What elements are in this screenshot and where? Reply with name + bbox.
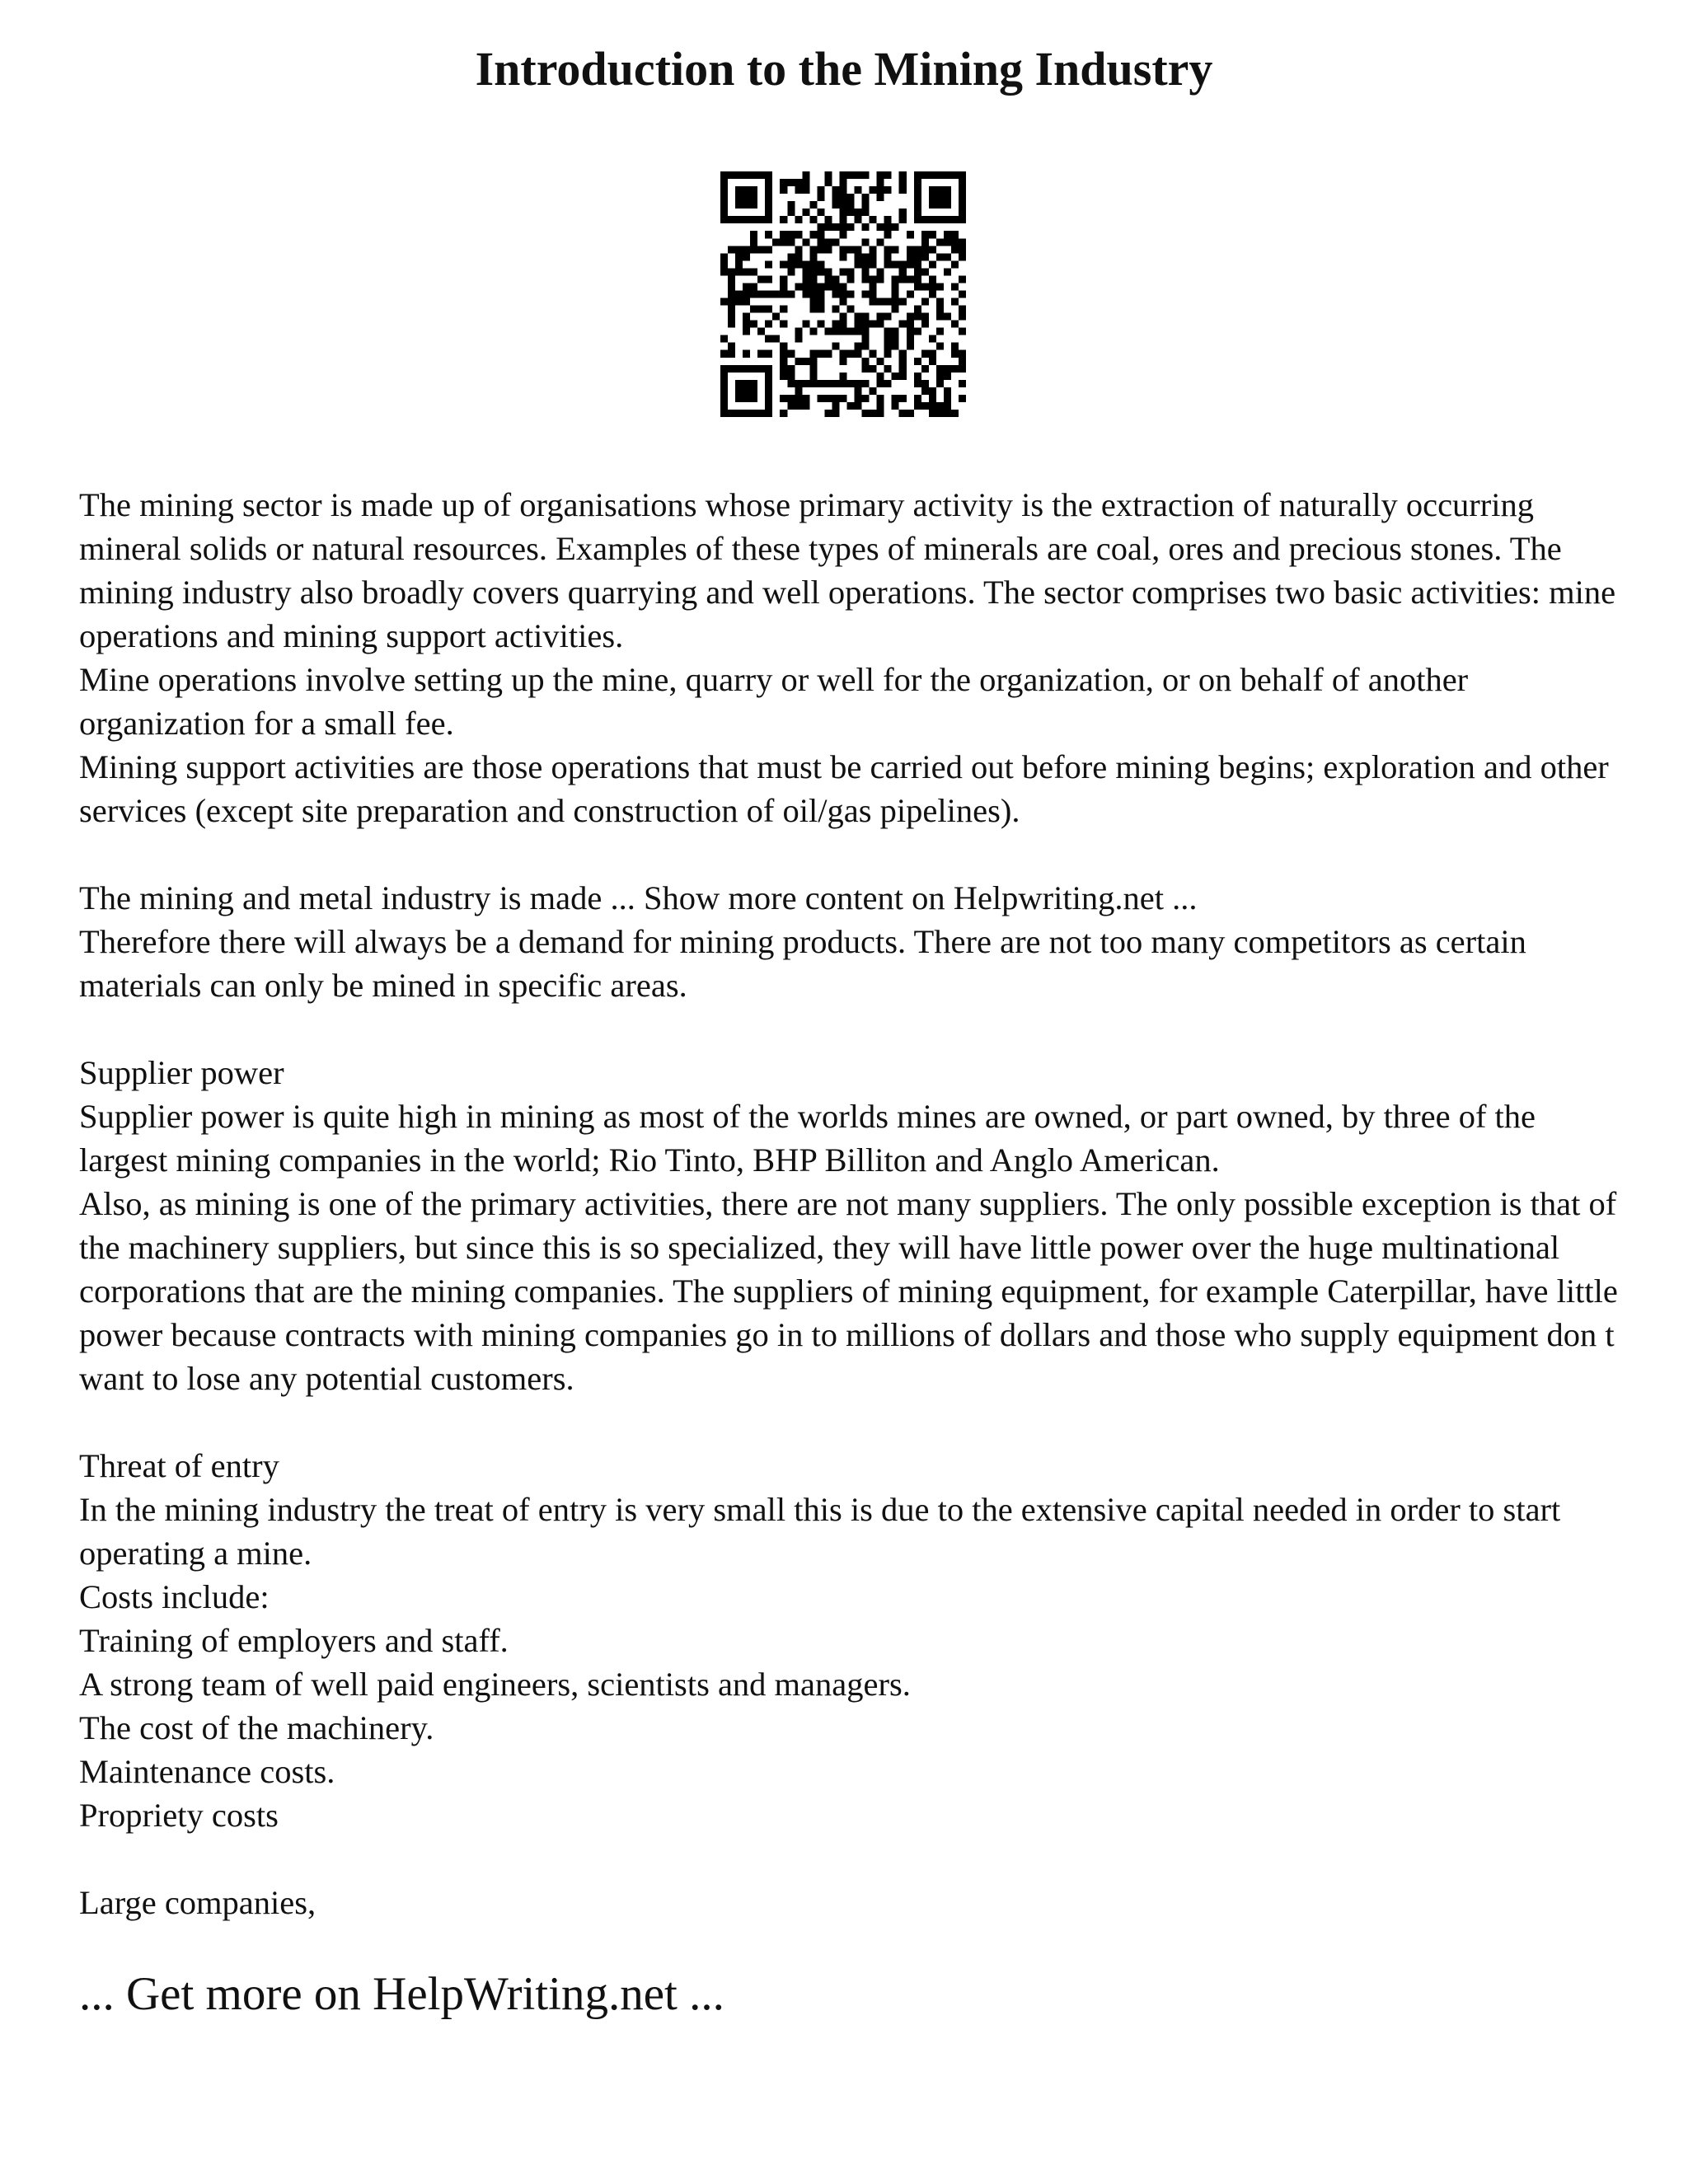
body-paragraph: Mining support activities are those operations that must be carried out before mining begins; exploration and other services (except site preparation and construction of oil/gas pipelines). [79, 748, 1609, 829]
body-paragraph: Therefore there will always be a demand for mining products. There are not too many competitors as certain materials can only be mined in specific areas. [79, 923, 1526, 1004]
body-paragraph: Costs include: [79, 1578, 270, 1615]
paragraph-spacer [79, 1837, 1629, 1881]
paragraph-spacer [79, 832, 1629, 876]
paragraph-spacer [79, 1400, 1629, 1444]
body-paragraph: Supplier power [79, 1054, 284, 1091]
qr-code-icon [720, 171, 966, 417]
paragraph-spacer [79, 1007, 1629, 1051]
body-paragraph: The cost of the machinery. [79, 1709, 434, 1746]
body-paragraph: Mine operations involve setting up the mine, quarry or well for the organization, or on behalf of another organization for a small fee. [79, 661, 1469, 742]
body-paragraph: Training of employers and staff. [79, 1622, 509, 1659]
qr-code-image [720, 171, 966, 417]
body-paragraph: Maintenance costs. [79, 1753, 335, 1790]
body-paragraph: The mining and metal industry is made ... Show more content on Helpwriting.net ... [79, 879, 1198, 916]
article-body [79, 483, 1629, 1924]
body-paragraph: The mining sector is made up of organisations whose primary activity is the extraction of naturally occurring mineral solids or natural resources. Examples of these types of minerals are coal, ores and precious stones. The mining industry also broadly covers quarrying and well operations. The sector comprises two basic activities: mine operations and mining support activities. [79, 486, 1616, 654]
body-paragraph: Supplier power is quite high in mining as most of the worlds mines are owned, or part owned, by three of the largest mining companies in the world; Rio Tinto, BHP Billiton and Anglo American. [79, 1098, 1536, 1179]
body-paragraph: Large companies, [79, 1884, 316, 1921]
body-paragraph: Threat of entry [79, 1447, 279, 1484]
body-paragraph: In the mining industry the treat of entry is very small this is due to the extensive capital needed in order to start operating a mine. [79, 1491, 1561, 1572]
body-paragraph: Also, as mining is one of the primary activities, there are not many suppliers. The only possible exception is that of the machinery suppliers, but since this is so specialized, they will have little power over the huge multinational corporations that are the mining companies. The suppliers of mining equipment, for example Caterpillar, have little power because contracts with mining companies go in to millions of dollars and those who supply equipment don t want to lose any potential customers. [79, 1185, 1618, 1397]
page-title: Introduction to the Mining Industry [475, 42, 1213, 96]
get-more-link[interactable]: ... Get more on HelpWriting.net ... [79, 1968, 724, 2020]
body-paragraph: A strong team of well paid engineers, scientists and managers. [79, 1666, 911, 1703]
body-paragraph: Propriety costs [79, 1797, 279, 1834]
